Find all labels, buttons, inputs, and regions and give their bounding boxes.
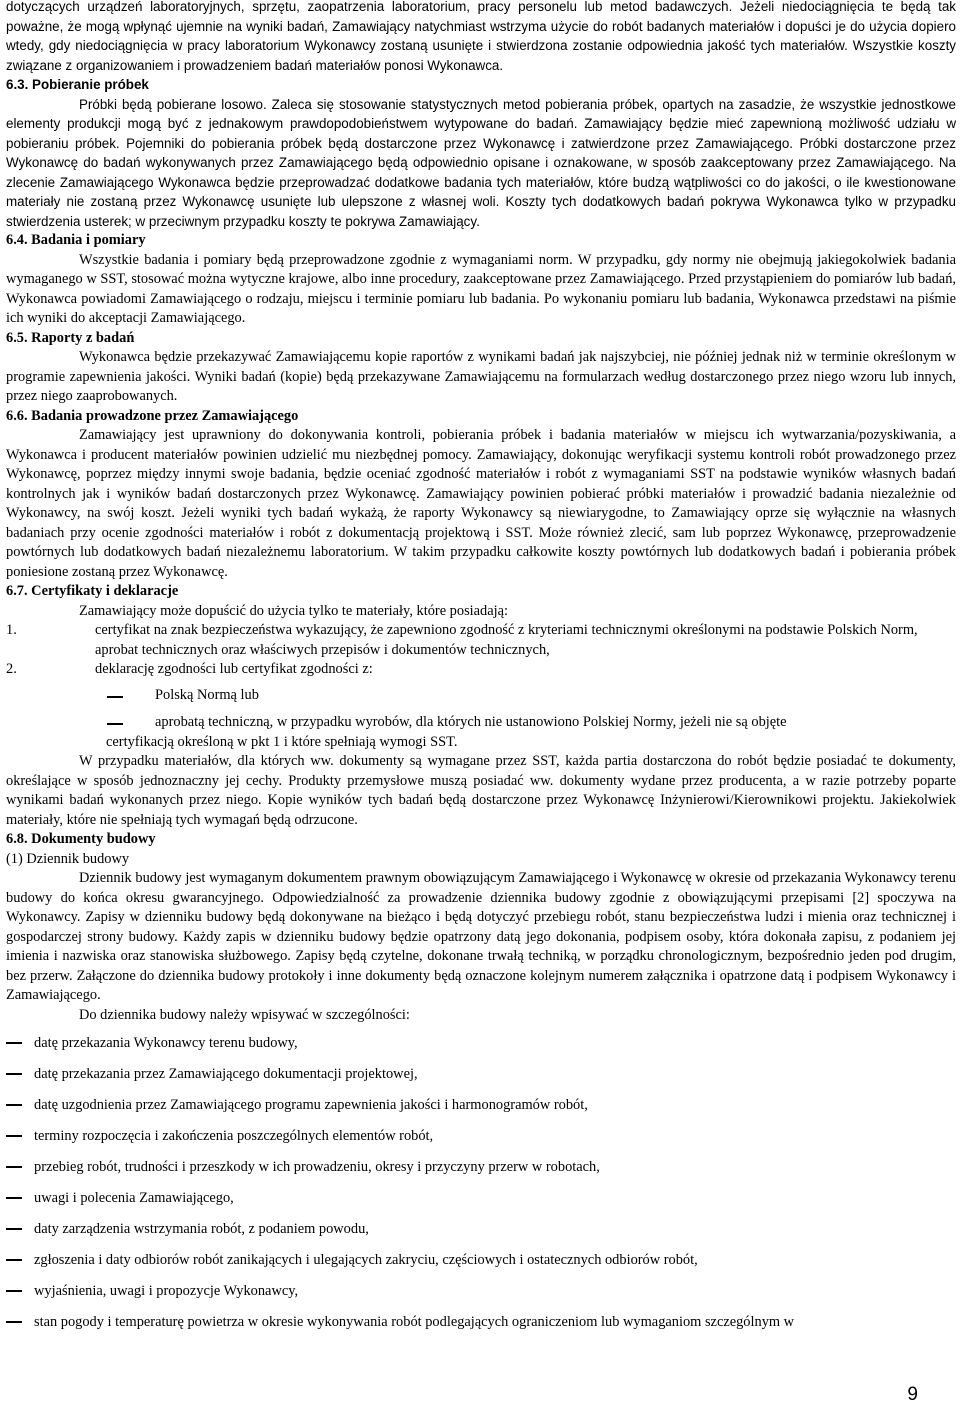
dash-bullet-icon [6, 1228, 22, 1230]
dash-item-text: aprobatą techniczną, w przypadku wyrobów, dla których nie ustanowiono Polskiej Normy, jeżeli nie są objęte [155, 714, 787, 730]
paragraph-6-5: Wykonawca będzie przekazywać Zamawiającemu kopie raportów z wynikami badań jak najszybciej, nie później jednak niż w terminie określonym w programie zapewnienia jakości. Wyniki badań (kopie) będą przekazywane Zamawiającemu na formularzach według dostarczonego przez niego wzoru lub innych, przez niego zaaprobowanych. [6, 349, 956, 404]
paragraph-6-7: Zamawiający może dopuścić do użycia tylko te materiały, które posiadają: [79, 602, 509, 619]
list-item [6, 1059, 956, 1090]
dash-bullet-icon [6, 1135, 22, 1137]
list-item-text: przebieg robót, trudności i przeszkody w ich prowadzeniu, okresy i przyczyny przerw w robotach, [34, 1159, 600, 1175]
list-item-text: datę przekazania przez Zamawiającego dokumentacji projektowej, [34, 1066, 418, 1082]
heading-6-4: 6.4. Badania i pomiary [6, 232, 146, 248]
paragraph-6-8: Dziennik budowy jest wymaganym dokumentem prawnym obowiązującym Zamawiającego i Wykonawcę w okresie od przekazania Wykonawcy terenu budowy do końca okresu gwarancyjnego. Odpowiedzialność za prowadzenie dziennika budowy zgodnie z obowiązującymi przepisami [2] spoczywa na Wykonawcy. Zapisy w dzienniku budowy będą dokonywane na bieżąco i będą dotyczyć przebiegu robót, stanu bezpieczeństwa ludzi i mienia oraz technicznej i gospodarczej strony budowy. Każdy zapis w dzienniku budowy będzie opatrzony datą jego dokonania, podpisem osoby, która dokonała zapisu, z podaniem jej imienia i nazwiska oraz stanowiska służbowego. Zapisy będą czytelne, dokonane trwałą techniką, w porządku chronologicznym, bezpośrednio jeden pod drugim, bez przerw. Załączone do dziennika budowy protokoły i inne dokumenty będą oznaczone kolejnym numerem załącznika i opatrzone datą i podpisem Wykonawcy i Zamawiającego. [6, 870, 956, 1003]
list-item [6, 1121, 956, 1152]
paragraph-6-6: Zamawiający jest uprawniony do dokonywania kontroli, pobierania próbek i badania materiałów w miejscu ich wytwarzania/pozyskiwania, a Wykonawca i producent materiałów powinien udzielić mu niezbędnej pomocy. Zamawiający, dokonując weryfikacji systemu kontroli robót prowadzonego przez Wykonawcę, poprzez między innymi swoje badania, będzie oceniać zgodność materiałów i robót z wymaganiami SST na podstawie wyników własnych badań kontrolnych jak i wyników badań dostarczonych przez Wykonawcę. Zamawiający powinien pobierać próbki materiałów i prowadzić badania niezależnie od Wykonawcy, na swój koszt. Jeżeli wyniki tych badań wykażą, że raporty Wykonawcy są niewiarygodne, to Zamawiający oprze się wyłącznie na własnych badaniach przy ocenie zgodności materiałów i robót z dokumentacją projektową i SST. Może również zlecić, sam lub poprzez Wykonawcę, przeprowadzenie powtórnych lub dodatkowych badań niezależnemu laboratorium. W takim przypadku całkowite koszty powtórnych lub dodatkowych badań i pobierania próbek poniesione zostaną przez Wykonawcę. [6, 427, 956, 580]
list-item-text: datę przekazania Wykonawcy terenu budowy, [34, 1035, 298, 1051]
numbered-item [6, 660, 956, 680]
item-text: certyfikat na znak bezpieczeństwa wykazujący, że zapewniono zgodność z kryteriami technicznymi określonymi na podstawie Polskich Norm, aprobat technicznych oraz właściwych przepisów i dokumentów technicznych, [95, 622, 918, 658]
document-page [6, 0, 956, 1408]
list-item-text: stan pogody i temperaturę powietrza w okresie wykonywania robót podlegających ograniczeniom lub wymaganiom szczególnym w [34, 1314, 795, 1330]
list-item [6, 1307, 956, 1338]
paragraph-6-7-b: W przypadku materiałów, dla których ww. dokumenty są wymagane przez SST, każda partia dostarczona do robót będzie posiadać te dokumenty, określające w sposób jednoznaczny jej cechy. Produkty przemysłowe muszą posiadać ww. dokumenty wydane przez producenta, a w razie potrzeby poparte wynikami badań wykonanych przez niego. Kopie wyników tych badań będą dostarczone przez Wykonawcę Inżynierowi/Kierownikowi projektu. Jakiekolwiek materiały, które nie spełniają tych wymagań będą odrzucone. [6, 753, 956, 828]
list-item [6, 1028, 956, 1059]
list-item [6, 1276, 956, 1307]
item-number: 1. [6, 622, 17, 638]
list-item-text: zgłoszenia i daty odbiorów robót zanikających i ulegających zakryciu, częściowych i ostatecznych odbiorów robót, [34, 1252, 698, 1268]
dash-item [6, 686, 956, 706]
heading-6-3: 6.3. Pobieranie próbek [6, 77, 149, 92]
list-item-text: wyjaśnienia, uwagi i propozycje Wykonawcy, [34, 1283, 299, 1299]
list-item-text: terminy rozpoczęcia i zakończenia poszczególnych elementów robót, [34, 1128, 434, 1144]
item-number: 2. [6, 661, 17, 677]
list-item [6, 1183, 956, 1214]
list-item-text: daty zarządzenia wstrzymania robót, z podaniem powodu, [34, 1221, 369, 1237]
item-text: deklarację zgodności lub certyfikat zgodności z: [95, 661, 373, 677]
list-item [6, 1245, 956, 1276]
heading-6-5: 6.5. Raporty z badań [6, 329, 135, 346]
numbered-item [6, 621, 956, 660]
subheading-dziennik-budowy: (1) Dziennik budowy [6, 850, 130, 867]
list-item-text: datę uzgodnienia przez Zamawiającego programu zapewnienia jakości i harmonogramów robót, [34, 1097, 588, 1113]
dash-bullet-icon [6, 1259, 22, 1261]
paragraph-6-3: Próbki będą pobierane losowo. Zaleca się stosowanie statystycznych metod pobierania próbek, opartych na zasadzie, że wszystkie jednostkowe elementy produkcji mogą być z jednakowym prawdopodobieństwem wytypowane do badań. Zamawiający będzie mieć zapewnioną możliwość udziału w pobieraniu próbek. Pojemniki do pobierania próbek będą dostarczone przez Wykonawcę i zatwierdzone przez Zamawiającego. Próbki dostarczone przez Wykonawcę do badań wykonywanych przez Zamawiającego będą odpowiednio opisane i oznakowane, w sposób zaakceptowany przez Zamawiającego. Na zlecenie Zamawiającego Wykonawca będzie przeprowadzać dodatkowe badania tych materiałów, które budzą wątpliwości co do jakości, o ile kwestionowane materiały nie zostaną przez Wykonawcę usunięte lub ulepszone z własnej woli. Koszty tych dodatkowych badań pokrywa Wykonawca tylko w przypadku stwierdzenia usterek; w przeciwnym przypadku koszty te pokrywa Zamawiający. [6, 96, 956, 229]
heading-6-7: 6.7. Certyfikaty i deklaracje [6, 583, 179, 599]
list-item [6, 1214, 956, 1245]
dash-bullet-icon [6, 1166, 22, 1168]
list-item [6, 1090, 956, 1121]
dash-bullet-icon [107, 723, 123, 725]
page-number: 9 [907, 1384, 918, 1405]
dash-item [6, 713, 956, 733]
dash-bullet-icon [107, 696, 123, 698]
heading-6-6: 6.6. Badania prowadzone przez Zamawiającego [6, 407, 299, 424]
paragraph-intro: dotyczących urządzeń laboratoryjnych, sprzętu, zaopatrzenia laboratorium, pracy personelu lub metod badawczych. Jeżeli niedociągnięcia te będą tak poważne, że mogą wpłynąć ujemnie na wyniki badań, Zamawiający natychmiast wstrzyma użycie do robót badanych materiałów i dopuści je do użycia dopiero wtedy, gdy niedociągnięcia w pracy laboratorium Wykonawcy zostaną usunięte i stwierdzona zostanie odpowiednia jakość tych materiałów. Wszystkie koszty związane z organizowaniem i prowadzeniem badań materiałów ponosi Wykonawca. [6, 0, 956, 73]
dash-bullet-icon [6, 1042, 22, 1044]
paragraph-6-4: Wszystkie badania i pomiary będą przeprowadzone zgodnie z wymaganiami norm. W przypadku, gdy normy nie obejmują jakiegokolwiek badania wymaganego w SST, stosować można wytyczne krajowe, albo inne procedury, zaakceptowane przez Zamawiającego. Przed przystąpieniem do pomiarów lub badań, Wykonawca powiadomi Zamawiającego o rodzaju, miejscu i terminie pomiaru lub badania. Po wykonaniu pomiaru lub badania, Wykonawca przedstawi na piśmie ich wyniki do akceptacji Zamawiającego. [6, 251, 956, 326]
dash-bullet-icon [6, 1073, 22, 1075]
list-item [6, 1152, 956, 1183]
dash-bullet-icon [6, 1290, 22, 1292]
paragraph-6-8-b: Do dziennika budowy należy wpisywać w szczególności: [79, 1006, 410, 1023]
dash-bullet-icon [6, 1104, 22, 1106]
dash-bullet-icon [6, 1321, 22, 1323]
list-item-text: uwagi i polecenia Zamawiającego, [34, 1190, 234, 1206]
dash-item-text: Polską Normą lub [155, 686, 259, 703]
dash-item-continuation: certyfikacją określoną w pkt 1 i które spełniają wymogi SST. [106, 733, 458, 750]
dash-bullet-icon [6, 1197, 22, 1199]
heading-6-8: 6.8. Dokumenty budowy [6, 831, 156, 847]
